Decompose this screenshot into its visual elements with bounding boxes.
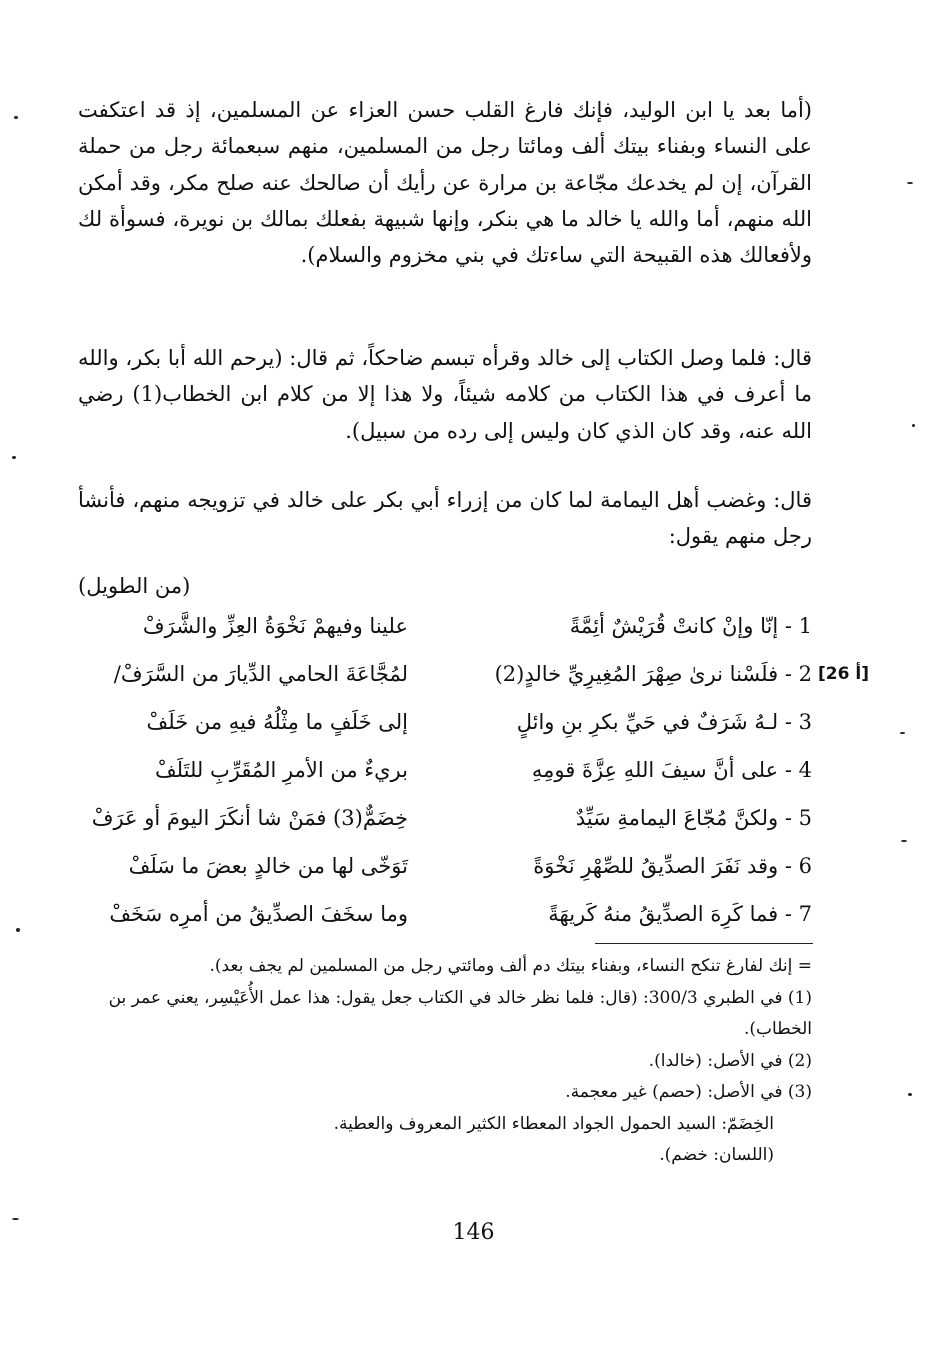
verse-number: 6 - xyxy=(784,854,812,878)
scan-speck xyxy=(16,928,20,932)
poem-verse xyxy=(78,614,812,662)
footnote-2: (2) في الأصل: (خالدا). xyxy=(648,1050,812,1071)
verse-first-hemistich: 1 - إنّا وإنْ كانتْ قُرَيْشٌ أئِمَّةً xyxy=(569,614,812,638)
verse-number: 3 - xyxy=(784,710,812,734)
poem-verse xyxy=(78,662,812,710)
verse-number: 2 - xyxy=(784,662,812,686)
verse-second-hemistich: تَوَخّى لها من خالدٍ بعضَ ما سَلَفْ xyxy=(128,854,408,878)
verse-first-hemistich: 3 - لـهُ شَرَفٌ في حَيِّ بكرِ بنِ وائلٍ xyxy=(516,710,812,734)
footnote-continuation: = إنك لفارغ تنكح النساء، وبفناء بيتك دم ألف ومائتي رجل من المسلمين لم يجف بعد). xyxy=(209,956,812,976)
scan-speck xyxy=(12,456,16,459)
verse-second-hemistich: علينا وفيهمْ نَخْوَةُ العِزِّ والشَّرَفْ xyxy=(142,614,408,638)
verse-second-hemistich: وما سخَفَ الصدِّيقُ من أمرِه سَخَفْ xyxy=(109,902,408,926)
scan-speck xyxy=(14,116,18,119)
verse-number: 1 - xyxy=(784,614,812,638)
verse-number: 4 - xyxy=(784,758,812,782)
page-number: 146 xyxy=(452,1220,495,1245)
poem-verse xyxy=(78,854,812,902)
footnote-3: (3) في الأصل: (حصم) غير معجمة. xyxy=(565,1082,812,1102)
poem-verse xyxy=(78,710,812,758)
verse-second-hemistich: إلى خَلَفٍ ما مِثْلُهُ فيهِ من خَلَفْ xyxy=(146,710,408,734)
footnote-separator xyxy=(595,943,813,944)
verse-second-hemistich: بريءٌ من الأمرِ المُقَرِّبِ للتَلَفْ xyxy=(154,758,408,782)
poem-verse xyxy=(78,758,812,806)
poem xyxy=(78,614,812,950)
scan-speck xyxy=(900,732,905,734)
footnote-3-gloss: الخِضَمّ: السيد الحمول الجواد المعطاء الكثير المعروف والعطية. xyxy=(333,1113,774,1134)
body-paragraph-khalid-reply: قال: فلما وصل الكتاب إلى خالد وقرأه تبسم ضاحكاً، ثم قال: (يرحم الله أبا بكر، والله ما أعرف في هذا الكتاب من كلامه شيئاً، ولا هذا إلا من كلام ابن الخطاب(1) رضي الله عنه، وقد كان الذي كان وليس إلى رده من سبيل). xyxy=(78,346,812,443)
verse-first-hemistich: 4 - على أنَّ سيفَ اللهِ عِزَّةَ قومِهِ xyxy=(531,758,812,782)
scan-speck xyxy=(912,424,915,427)
manuscript-folio-marker: [26 أ] xyxy=(818,664,869,684)
footnotes xyxy=(78,951,812,1172)
scan-speck xyxy=(908,1093,912,1096)
body-paragraph-yamama: قال: وغضب أهل اليمامة لما كان من إزراء أبي بكر على خالد في تزويجه منهم، فأنشأ رجل منهم يقول: xyxy=(78,488,812,549)
verse-second-hemistich: لمُجَّاعَةَ الحامي الدِّيارَ من السَّرَفْ/ xyxy=(113,662,408,686)
body-paragraph-letter: (أما بعد يا ابن الوليد، فإنك فارغ القلب حسن العزاء عن المسلمين، إذ قد اعتكفت على النساء وبفناء بيتك ألف ومائتا رجل من المسلمين، منهم سبعمائة رجل من حملة القرآن، إن لم يخدعك مجّاعة بن مرارة عن رأيك أن صالحك عنه صلح مكر، وقد أمكن الله منهم، أما والله يا خالد ما هي بنكر، وإنها شبيهة بفعلك بمالك بن نويرة، فسوأة لك ولأفعالك هذه القبيحة التي ساءتك في بني مخزوم والسلام). xyxy=(78,98,812,268)
verse-first-hemistich: 2 - فلَسْنا نرىٰ صِهْرَ المُغِيرِيِّ خالدٍ(2) xyxy=(494,662,812,686)
footnote-1: (1) في الطبري 300/3: (قال: فلما نظر خالد في الكتاب جعل يقول: هذا عمل الأُعَيْسِر، يعني عمر بن الخطاب). xyxy=(108,987,812,1039)
verse-number: 7 - xyxy=(784,902,812,926)
verse-first-hemistich: 7 - فما كَرِهَ الصدِّيقُ منهُ كَريهَةً xyxy=(548,902,812,926)
footnote-3-source: (اللسان: خضم). xyxy=(659,1145,774,1165)
verse-first-hemistich: 6 - وقد نَفَرَ الصدِّيقُ للصِّهْرِ نَخْوَةً xyxy=(533,854,812,878)
scan-speck xyxy=(12,1218,19,1220)
verse-number: 5 - xyxy=(784,806,812,830)
verse-second-hemistich: خِضَمٌّ(3) فمَنْ شا أنكَرَ اليومَ أو عَرَفْ xyxy=(91,806,408,830)
verse-first-hemistich: 5 - ولكنَّ مُجّاعَ اليمامةِ سَيِّدٌ xyxy=(575,806,812,830)
poem-meter-label: (من الطويل) xyxy=(78,574,191,598)
scan-speck xyxy=(901,840,907,842)
poem-verse xyxy=(78,806,812,854)
scan-speck xyxy=(907,182,913,184)
